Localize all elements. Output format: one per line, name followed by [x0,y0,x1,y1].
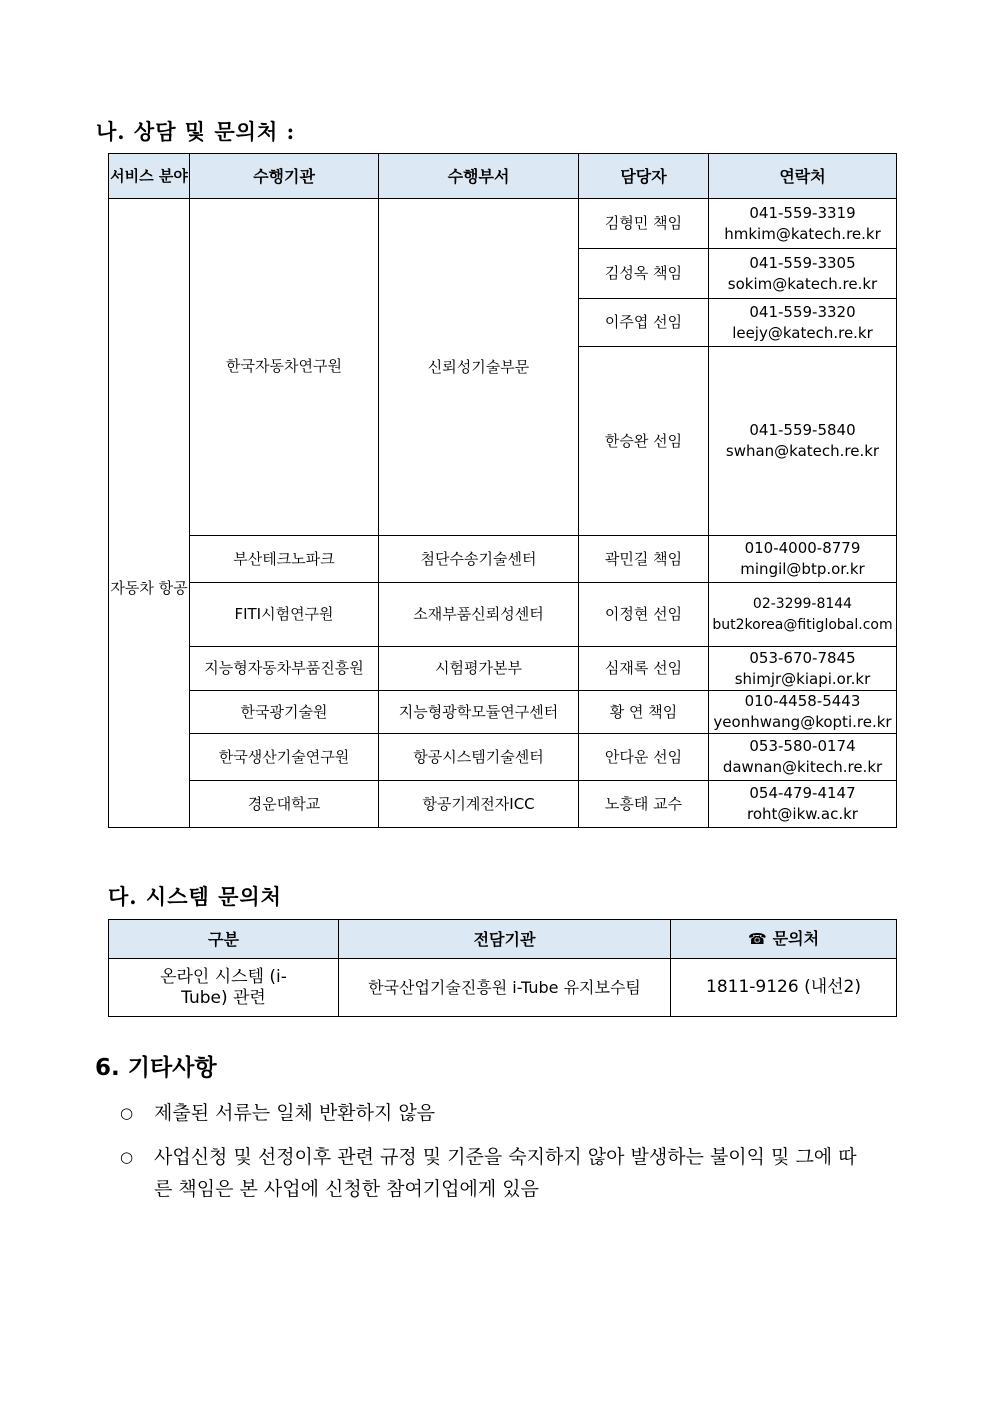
phone-icon: ☎ [747,930,767,948]
table-row-contact: 010-4458-5443 yeonhwang@kopti.re.kr [709,691,897,734]
table-row-person: 안다운 선임 [579,734,709,781]
table-row-person: 곽민길 책임 [579,536,709,583]
header-org: 수행기관 [190,154,379,199]
table-row-dept: 첨단수송기술센터 [379,536,579,583]
table-row-person: 이주엽 선임 [579,299,709,347]
table-row-contact: 054-479-4147 roht@ikw.ac.kr [709,781,897,828]
system-category: 온라인 시스템 (i-Tube) 관련 [109,959,339,1017]
table-row-org: 한국자동차연구원 [190,199,379,536]
table-row-dept: 시험평가본부 [379,647,579,691]
table-row-person: 황 연 책임 [579,691,709,734]
table-row-person: 김성옥 책임 [579,249,709,299]
field-label: 자동차 항공 [110,578,188,597]
table-row-org: 한국광기술원 [190,691,379,734]
list-item: ○ 사업신청 및 선정이후 관련 규정 및 기준을 숙지하지 않아 발생하는 불이익 및 그에 따른 책임은 본 사업에 신청한 참여기업에게 있음 [120,1141,920,1205]
table-row-contact: 041-559-3305 sokim@katech.re.kr [709,249,897,299]
section-da-title: 다. 시스템 문의처 [108,884,282,909]
header-person: 담당자 [579,154,709,199]
system-agency: 한국산업기술진흥원 i-Tube 유지보수팀 [339,959,671,1017]
section6-title: 6. 기타사항 [95,1055,217,1081]
consult-table [108,153,897,828]
header-inquiry: ☎ 문의처 [671,920,897,959]
table-row-person: 심재록 선임 [579,647,709,691]
header-field: 서비스 분야 [109,154,190,199]
table-row-person: 한승완 선임 [579,347,709,536]
header-dept: 수행부서 [379,154,579,199]
header-contact: 연락처 [709,154,897,199]
table-row-org: 부산테크노파크 [190,536,379,583]
table-row-dept: 신뢰성기술부문 [379,199,579,536]
table-row-org: FITI시험연구원 [190,583,379,647]
system-contact: 1811-9126 (내선2) [671,959,897,1017]
table-row-contact: 041-559-3320 leejy@katech.re.kr [709,299,897,347]
list-item: ○ 제출된 서류는 일체 반환하지 않음 [120,1097,920,1129]
table-row-org: 경운대학교 [190,781,379,828]
field-cell [109,199,190,828]
table-row-org: 지능형자동차부품진흥원 [190,647,379,691]
table-row-org: 한국생산기술연구원 [190,734,379,781]
circle-bullet-icon: ○ [120,1148,134,1166]
table-row-person: 김형민 책임 [579,199,709,249]
table-row-person: 노흥태 교수 [579,781,709,828]
table-row-contact: 02-3299-8144 but2korea@fitiglobal.com [709,583,897,647]
section-na-title: 나. 상담 및 문의처 : [96,119,296,144]
header-category: 구분 [109,920,339,959]
table-row-dept: 지능형광학모듈연구센터 [379,691,579,734]
table-row-contact: 010-4000-8779 mingil@btp.or.kr [709,536,897,583]
table-row-contact: 053-670-7845 shimjr@kiapi.or.kr [709,647,897,691]
notes-list [120,1097,920,1217]
circle-bullet-icon: ○ [120,1104,134,1122]
table-row-contact: 041-559-3319 hmkim@katech.re.kr [709,199,897,249]
header-agency: 전담기관 [339,920,671,959]
table-row-dept: 항공기계전자ICC [379,781,579,828]
table-row-contact: 041-559-5840 swhan@katech.re.kr [709,347,897,536]
table-row-person: 이정현 선임 [579,583,709,647]
system-table [108,919,897,1017]
table-row-dept: 항공시스템기술센터 [379,734,579,781]
table-row-dept: 소재부품신뢰성센터 [379,583,579,647]
table-row-contact: 053-580-0174 dawnan@kitech.re.kr [709,734,897,781]
